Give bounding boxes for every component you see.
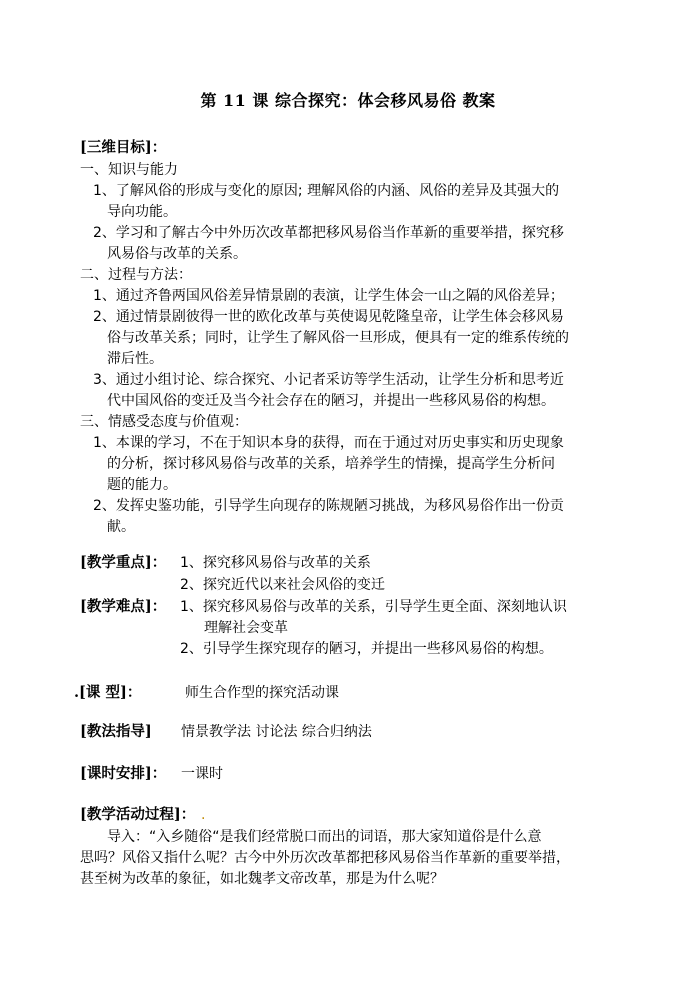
lesson-type-value: 师生合作型的探究活动课 [185,685,339,701]
knowledge-item-2-line-2: 风易俗与改革的关系。 [107,246,247,262]
process-item-2-line-2: 俗与改革关系；同时，让学生了解风俗一旦形成，便具有一定的维系传统的 [107,330,569,346]
knowledge-item-1-line-2: 导向功能。 [107,204,177,220]
class-hours-label: [课时安排]： [80,765,167,782]
process-mark: . [201,807,206,823]
process-item-3-line-2: 代中国风俗的变迁及当今社会存在的陋习，并提出一些移风易俗的构想。 [107,393,555,409]
knowledge-item-1-line-1: 1、了解风俗的形成与变化的原因; 理解风俗的内涵、风俗的差异及其强大的 [93,183,560,199]
activity-process-label: [教学活动过程]： [80,806,196,823]
intro-line-2: 思吗？风俗又指什么呢？古今中外历次改革都把移风易俗当作革新的重要举措， [80,850,570,866]
process-item-1: 1、通过齐鲁两国风俗差异情景剧的表演，让学生体会一山之隔的风俗差异； [93,288,564,304]
process-item-3-line-1: 3、通过小组讨论、综合探究、小记者采访等学生活动，让学生分析和思考近 [93,372,564,388]
attitude-item-2-line-1: 2、发挥史鉴功能，引导学生向现存的陈规陋习挑战，为移风易俗作出一份贡 [93,498,564,514]
attitude-item-1-line-1: 1、本课的学习，不在于知识本身的获得，而在于通过对历史事实和历史现象 [93,435,564,451]
section-knowledge-heading: 一、知识与能力 [80,162,178,178]
teaching-method-label: [教法指导] [80,723,152,740]
class-hours-value: 一课时 [181,766,223,782]
attitude-item-1-line-3: 题的能力。 [107,477,177,493]
attitude-item-2-line-2: 献。 [107,519,135,535]
intro-line-3: 甚至树为改革的象征，如北魏孝文帝改革，那是为什么呢？ [80,871,444,887]
key-points-label: [教学重点]： [80,554,167,571]
section-attitude-heading: 三、情感受态度与价值观： [80,414,248,430]
teaching-method-value: 情景教学法 讨论法 综合归纳法 [181,724,372,740]
lesson-type-label: .[课 型]： [74,684,142,701]
intro-line-1: 导入：“入乡随俗“是我们经常脱口而出的词语，那大家知道俗是什么意 [107,829,542,845]
difficult-points-label: [教学难点]： [80,598,167,615]
key-point-2: 2、探究近代以来社会风俗的变迁 [180,577,385,593]
process-item-2-line-1: 2、通过情景剧彼得一世的欧化改革与英使谒见乾隆皇帝，让学生体会移风易 [93,309,564,325]
key-point-1: 1、探究移风易俗与改革的关系 [180,555,371,571]
attitude-item-1-line-2: 的分析，探讨移风易俗与改革的关系，培养学生的情操，提高学生分析问 [107,456,555,472]
difficult-point-1-line-1: 1、探究移风易俗与改革的关系，引导学生更全面、深刻地认识 [180,599,567,615]
lesson-title: 第 11 课 综合探究：体会移风易俗 教案 [200,91,496,110]
knowledge-item-2-line-1: 2、学习和了解古今中外历次改革都把移风易俗当作革新的重要举措，探究移 [93,225,564,241]
process-item-2-line-3: 滞后性。 [107,351,163,367]
section-process-heading: 二、过程与方法： [80,267,192,283]
difficult-point-2: 2、引导学生探究现存的陋习，并提出一些移风易俗的构想。 [180,641,553,657]
difficult-point-1-line-2: 理解社会变革 [204,620,288,636]
goals-heading: [三维目标]： [80,139,167,156]
